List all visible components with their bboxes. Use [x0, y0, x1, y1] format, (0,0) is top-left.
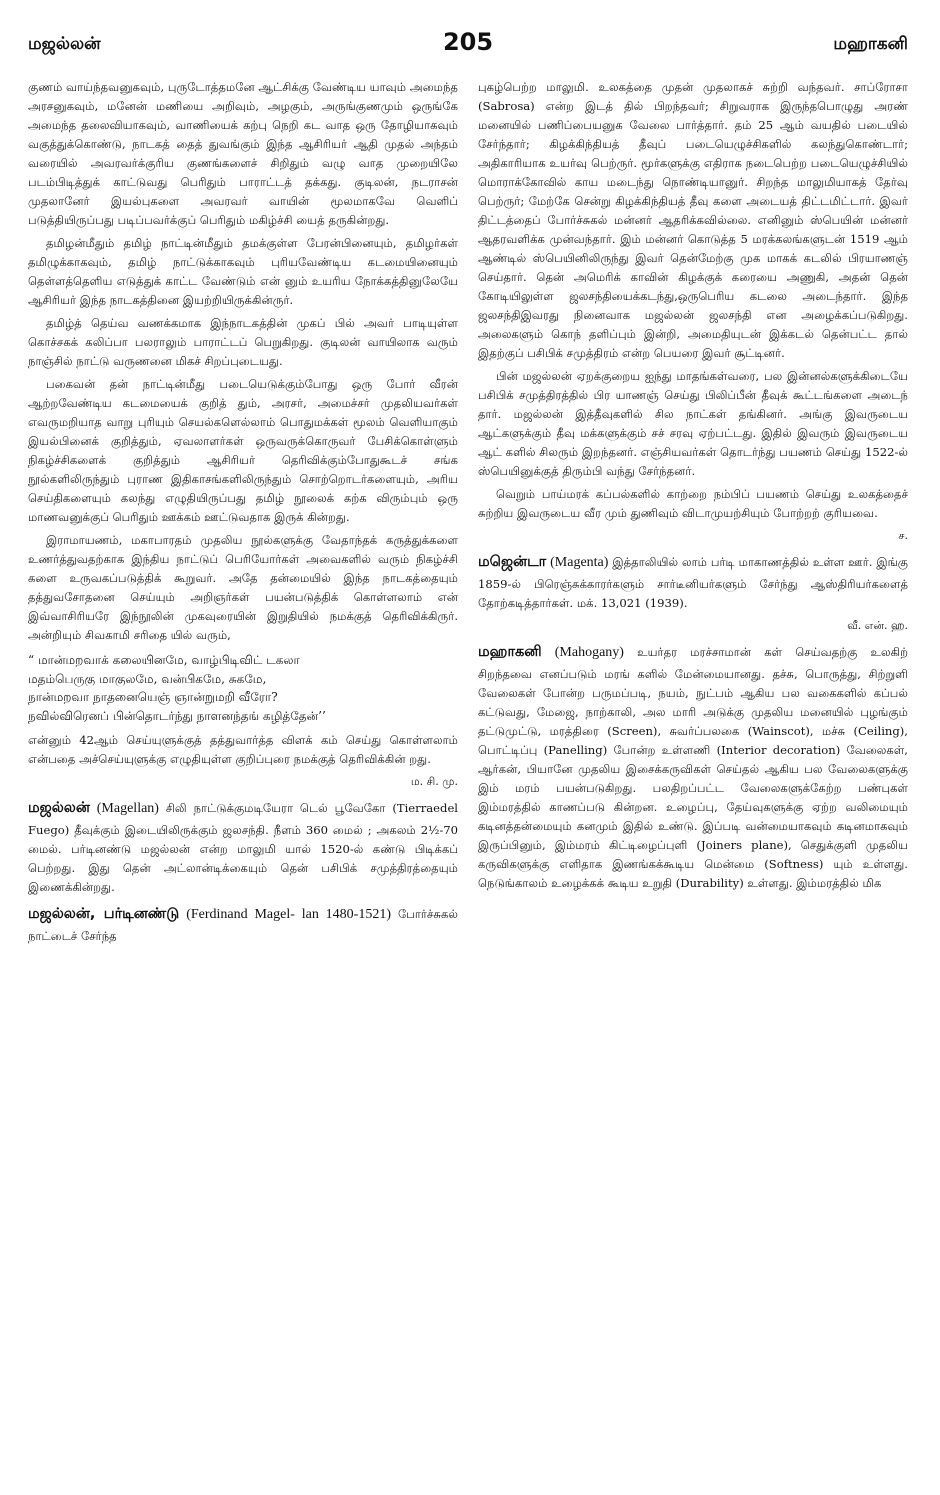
verse-line: “ மான்மறவாக் கலையினமே, வாழ்பிடிவிட் டகலா [28, 653, 300, 667]
entry-headword: மஜல்லன், பர்டினண்டு [28, 906, 180, 923]
paragraph: புகழ்பெற்ற மாலுமி. உலகத்தை முதன் முதலாகச் சுற்றி வந்தவர். சாப்ரோசா (Sabrosa) என்ற இடத் தில் பிறந்தவர்; சிறுவராக இருந்தபொழுது அரண் மனையில் பணிப்பையனுக வேலை பார்த்தார். தம் 25 ஆம் வயதில் படையில் சேர்ந்தார்; கிழக்கிந்தியத் தீவுப் படையெழுச்சிகளில் கலந்துகொண்டார்; அதிகாரியாக உயர்வு பெற்ருர். மூர்களுக்கு எதிராக நடைபெற்ற படையெழுச்சியில் மொராக்கோவில் காய மடைந்து நொண்டியானுர். சிறந்த மாலுமியாகத் தேர்வு பெற்ருர்; மேற்கே சென்று கிழக்கிந்தியத் தீவு களை அடையத் திட்டமிட்டார். இவர் திட்டத்தைப் போர்ச்சுகல் மன்னர் ஆதரிக்கவில்லை. எனினும் ஸ்பெயின் மன்னர் ஆதரவளிக்க முன்வந்தார். இம் மன்னர் கொடுத்த 5 மரக்கலங்களுடன் 1519 ஆம் ஆண்டில் ஸ்பெயினிலிருந்து இவர் தென்மேற்கு முக மாகக் கடலில் பிரயாணஞ் செய்தார். தென் அமெரிக் காவின் கிழக்குக் கரையை அணுகி, அதன் தென் கோடியிலுள்ள ஜலசந்தியைக்கடந்து,ஒருபெரிய கடலை அடைந்தார். இந்த ஜலசந்திஇவரது நினைவாக மஜல்லன் ஜலசந்தி என அழைக்கப்படுகிறது. அலைகளும் கொந் தளிப்பும் இன்றி, அமைதியுடன் இக்கடல் தென்பட்ட தால் இதற்குப் பசிபிக் சமுத்திரம் என்ற பெயரை இவர் சூட்டினர். [478, 80, 908, 360]
entry-magenta [478, 551, 908, 613]
page-number: 205 [442, 28, 494, 56]
author-initials: வீ. என். ஹ. [847, 618, 908, 632]
entry-english-term: (Magenta) [550, 555, 609, 571]
paragraph: வெறும் பாய்மரக் கப்பல்களில் காற்றை நம்பிப் பயணம் செய்து உலகத்தைச் சுற்றிய இவருடைய வீர மும் துணிவும் விடாமுயற்சியும் போற்றற் குரியவை. [478, 487, 908, 520]
text-columns [28, 78, 908, 950]
entry-body: சிலி நாட்டுக்குமடியேரா டெல் பூவேகோ (Tierraedel Fuego) தீவுக்கும் இடையிலிருக்கும் ஜலசந்தி. நீளம் 360 மைல் ; அகலம் 2½-70 மைல். பர்டினண்டு மஜல்லன் என்ற மாலுமி யால் 1520-ல் கண்டு பிடிக்கப் பெற்றது. இது தென் அட்லான்டிக்கையும் தென் பசிபிக் சமுத்திரத்தையும் இணைக்கின்றது. [28, 801, 458, 895]
page-header [28, 28, 908, 62]
header-right-guideword: மஹாகனி [833, 34, 908, 54]
entry-ferdinand-magellan [28, 903, 458, 946]
paragraph: தமிழன்மீதும் தமிழ் நாட்டின்மீதும் தமக்குள்ள பேரன்பினையும், தமிழர்கள் தமிழுக்காகவும், தமிழ் நாட்டுக்காகவும் புரியவேண்டிய கடமையினையும் தெள்ளத்தெளிய எடுத்துக் காட்ட வேண்டும் என் னும் உயரிய நோக்கத்தினுலேயே ஆசிரியர் இந்த நாடகத்தினை இயற்றியிருக்கின்ருர். [28, 236, 458, 307]
entry-headword: மஜல்லன் [28, 800, 90, 817]
entry-english-term: (Magellan) [96, 801, 159, 817]
verse-line: மதம்பெருகு மாகுலமே, வன்பிகமே, சுகமே, [28, 671, 267, 686]
verse-line: நான்மறவா நாதனையெஞ் ஞான்றுமறி வீரோ? [28, 690, 278, 705]
entry-body: உயர்தர மரச்சாமான் கள் செய்வதற்கு உலகிற் சிறந்தவை எனப்படும் மரங் களில் மேன்மையானது. தச்சு, பொருத்து, சிற்றுளி வேலைகள் போன்ற பருமப்படி, நயம், நுட்பம் ஆகிய பல வகைகளில் கப்பல் கட்டுவது, மேஜை, நாற்காலி, அல மாரி அடுக்கு முதலிய மனையில் புழங்கும் தட்டுமுட்டு, மரத்திரை (Screen), சுவர்ப்பலகை (Wainscot), மச்சு (Ceiling), பொட்டிப்பு (Panelling) போன்ற உள்ளணி (Interior decoration) வேலைகள், ஆர்கன், பியானே முதலிய இசைக்கருவிகள் செய்தல் ஆகிய பல வேலைகளுக்கு இம் மரம் பயன்படுகிறது. பலதிறப்பட்ட வேலைகளுக்கேற்ற பண்புகள் இம்மரத்தில் காணப்படு கின்றன. உழைப்பு, தேய்வுகளுக்கு ஏற்ற வலிமையும் கடினத்தன்மையும் கனமும் இதில் உண்டு. இப்படி வன்மையாகவும் கடினமாகவும் இருப்பினும், இம்மரம் கிட்டிழைப்புளி (Joiners plane), செதுக்குளி முதலிய கருவிகளுக்கு எளிதாக இணங்கக்கூடிய மென்மை (Softness) யும் உள்ளது. நெடுங்காலம் உழைக்கக் கூடிய உறுதி (Durability) உள்ளது. இம்மரத்தில் மிக [478, 645, 908, 890]
paragraph: தமிழ்த் தெய்வ வணக்கமாக இந்நாடகத்தின் முகப் பில் அவர் பாடியுள்ள கொச்சகக் கலிப்பா பலராலும் பாராட்டப் பெறுகிறது. குடிலன் வாயிலாக வரும் நாஞ்சில் நாட்டு வருணனை மிகச் சிறப்புடையது. [28, 316, 458, 368]
paragraph: என்னும் 42ஆம் செய்யுளுக்குத் தத்துவார்த்த விளக் கம் செய்து கொள்ளலாம் என்பதை அச்செய்யுளுக்கு எழுதியுள்ள குறிப்புரை நமக்குத் தெரிவிக்கின் றது. [28, 733, 458, 767]
author-initials: ச. [898, 529, 908, 542]
entry-body: போர்ச்சுகல் நாட்டைச் சேர்ந்த [28, 907, 458, 944]
verse-quote [28, 651, 458, 725]
right-column [478, 78, 908, 950]
author-initials: ம. சி. மு. [410, 775, 458, 789]
entry-headword: மஹாகனி [478, 644, 542, 661]
entry-body: இத்தாலியில் லாம் பர்டி மாகாணத்தில் உள்ள ஊர். இங்கு 1859-ல் பிரெஞ்சுக்காரர்களும் சார்டீனியர்களும் சேர்ந்து ஆஸ்திரியர்களைத் தோற்கடித்தார்கள். மக். 13,021 (1939). [478, 555, 908, 610]
entry-english-term: (Mahogany) [554, 645, 624, 661]
paragraph: பகைவன் தன் நாட்டின்மீது படையெடுக்கும்போது ஒரு போர் வீரன் ஆற்றவேண்டிய கடமையைக் குறித் தும், அரசர், அமைச்சர் முதலியவர்கள் எவருமறியாத வாறு புரியும் செயல்களெல்லாம் பொதுமக்கள் மூலம் வெளியாகும் இயல்பினைக் குறித்தும், ஏவலாளர்கள் ஒருவருக்கொருவர் பேசிக்கொள்ளும் நிகழ்ச்சிகளைக் குறித்தும் ஆசிரியர் தெரிவிக்கும்போதுகூடச் சங்க நூல்களிலிருந்தும் புராண இதிகாசங்களிலிருந்தும் சொற்றொடர்களையும், அரிய செய்திகளையும் கலந்து எழுதியிருப்பது தமிழ் நூலைக் கற்க விரும்பும் ஒரு மாணவனுக்குப் பெரிதும் ஊக்கம் ஊட்டுவதாக இருக் கின்றது. [28, 377, 458, 524]
left-column [28, 78, 458, 950]
paragraph: குணம் வாய்ந்தவனுகவும், புருடோத்தமனே ஆட்சிக்கு வேண்டிய யாவும் அமைந்த அரசனுகவும், மனேன் மணியை அறிவும், அழகும், அருங்குணமும் ஒருங்கே அமைந்த தலைவியாகவும், வாணியைக் கற்பு நெறி கட வாத ஒரு தோழியாகவும் வகுத்துக்கொண்டு, நாடகத் தைத் துவங்கும் இந்த ஆசிரியர் ஆதி முதல் அந்தம் வரையில் அவரவர்க்குரிய குணங்களைச் சிறிதும் வழு வாத முறையிலே படம்பிடித்துக் காட்டுவது பெரிதும் பாராட்டத் தக்கது. குடிலன், நடராசன் முதலானேர் இயல்புகளை அவரவர் வாயின் மூலமாகவே வெளிப் படுத்தியிருப்பது படிப்பவர்க்குப் பெரிதும் மகிழ்ச்சி யைத் தருகின்றது. [28, 80, 458, 227]
verse-line: நவில்விரெனப் பின்தொடர்ந்து நாளனந்தங் கழித்தேன்’’ [28, 708, 326, 723]
header-left-guideword: மஜல்லன் [28, 34, 101, 54]
paragraph: பின் மஜல்லன் ஏறக்குறைய ஐந்து மாதங்கள்வரை, பல இன்னல்களுக்கிடையே பசிபிக் சமுத்திரத்தில் பிர யாணஞ் செய்து பிலிப்பீன் தீவுக் கூட்டங்களை அடைந் தார். மஜல்லன் இத்தீவுகளில் சில நாட்கள் தங்கினர். அங்கு இவருடைய ஆட்களுக்கும் தீவு மக்களுக்கும் சச் சரவு ஏற்பட்டது. இதில் இவரும் இவருடைய ஆட் களில் சிலரும் இறந்தனர். எஞ்சியவர்கள் தொடர்ந்து பயணம் செய்து 1522-ல் ஸ்பெயினுக்குத் திரும்பி வந்து சேர்ந்தனர். [478, 369, 908, 478]
entry-mahogany [478, 641, 908, 893]
entry-magellan-strait [28, 797, 458, 897]
entry-english-term: (Ferdinand Magel- lan 1480-1521) [186, 907, 391, 923]
paragraph: இராமாயணம், மகாபாரதம் முதலிய நூல்களுக்கு வேதாந்தக் கருத்துக்களை உணர்த்துவதற்காக இந்திய நாட்டுப் பெரியோர்கள் அவைகளில் வரும் நிகழ்ச்சி களை உருவகப்படுத்திக் கூறுவர். அதே தன்மையில் இந்த நாடகத்தையும் தத்துவசோதனை செய்யும் அறிஞர்கள் பயன்படுத்திக் கொள்ளலாம் என் இவ்வாசிரியரே இந்நூலின் முகவுரையின் இறுதியில் நமக்குத் தெரிவிக்கிருர். அன்றியும் சிவகாமி சரிதை யில் வரும், [28, 533, 458, 642]
entry-headword: மஜென்டா [478, 554, 547, 571]
